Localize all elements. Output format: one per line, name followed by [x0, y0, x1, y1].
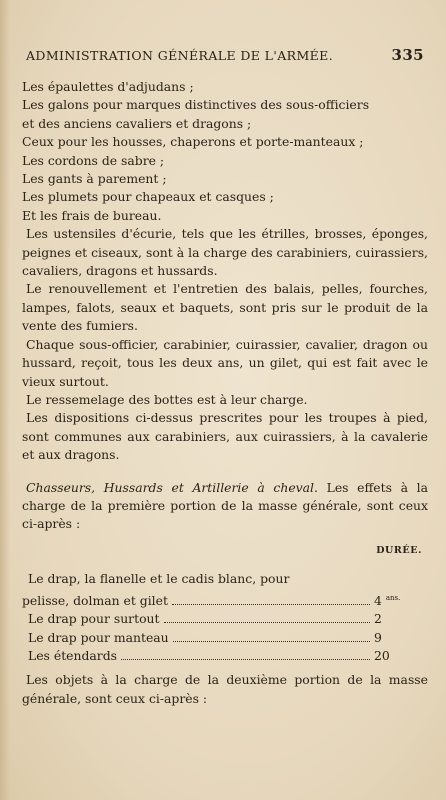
section-title: Chasseurs, Hussards et Artillerie à cheval. [26, 479, 318, 495]
dot-leader [164, 613, 370, 623]
text-line: et des anciens cavaliers et dragons ; [22, 115, 252, 131]
item-label: pelisse, dolman et gilet [22, 592, 168, 608]
text-line: Les gants à parement ; [22, 171, 167, 187]
dot-leader [172, 595, 370, 605]
item-label: Le drap pour manteau [28, 629, 169, 645]
table-row [22, 647, 428, 665]
header-title: ADMINISTRATION GÉNÉRALE DE L'ARMÉE. [26, 48, 334, 63]
table-row [22, 589, 428, 611]
paragraph-chaque: Chaque sous-officier, carabinier, cuirassier, cavalier, dragon ou hussard, reçoit, tous les deux ans, un gilet, qui est fait avec le vieux surtout. [22, 336, 428, 389]
paragraph-dispositions: Les dispositions ci-dessus prescrites pour les troupes à pied, sont communes aux carabiniers, aux cuirassiers, à la cavalerie et aux dragons. [22, 410, 428, 463]
text-line: Les cordons de sabre ; [22, 152, 165, 168]
text-line: Les galons pour marques distinctives des sous-officiers [22, 97, 370, 113]
item-line: Le drap, la flanelle et le cadis blanc, pour [28, 571, 290, 587]
section-intro-text: Les effets à la charge de la première portion de la masse générale, sont ceux ci-après : [22, 479, 428, 532]
item-duration: 9 [374, 629, 382, 645]
text-line: Les plumets pour chapeaux et casques ; [22, 189, 274, 205]
item-duration: 2 [374, 611, 382, 627]
page-number: 335 [391, 46, 424, 64]
text-line: Ceux pour les housses, chaperons et porte-manteaux ; [22, 134, 364, 150]
item-label: Les étendards [28, 647, 118, 663]
running-header [26, 46, 424, 64]
paragraph-closing: Les objets à la charge de la deuxième portion de la masse générale, sont ceux ci-après : [22, 672, 428, 706]
table-row [22, 629, 428, 647]
text-line: Les épaulettes d'adjudans ; [22, 79, 194, 94]
table-row [22, 610, 428, 628]
page-body [22, 78, 428, 708]
paragraph-renouvellement: Le renouvellement et l'entretien des balais, pelles, fourches, lampes, falots, seaux et baquets, sont pris sur le produit de la vente des fumiers. [22, 281, 428, 334]
paragraph-ressemelage: Le ressemelage des bottes est à leur charge. [26, 391, 308, 407]
item-label: Le drap pour surtout [28, 611, 160, 627]
paragraph-ustensiles: Les ustensiles d'écurie, tels que les étrilles, brosses, éponges, peignes et ciseaux, sont à la charge des carabiniers, cuirassiers, cavaliers, dragons et hussards. [22, 226, 428, 279]
duree-heading: DURÉE. [376, 544, 422, 556]
section-intro [22, 479, 428, 534]
text-line: Et les frais de bureau. [22, 207, 162, 223]
dot-leader [173, 632, 370, 642]
item-duration: 20 [374, 647, 390, 663]
dot-leader [121, 650, 370, 660]
item-duration: 4 $^{ans.}$ [374, 592, 401, 608]
